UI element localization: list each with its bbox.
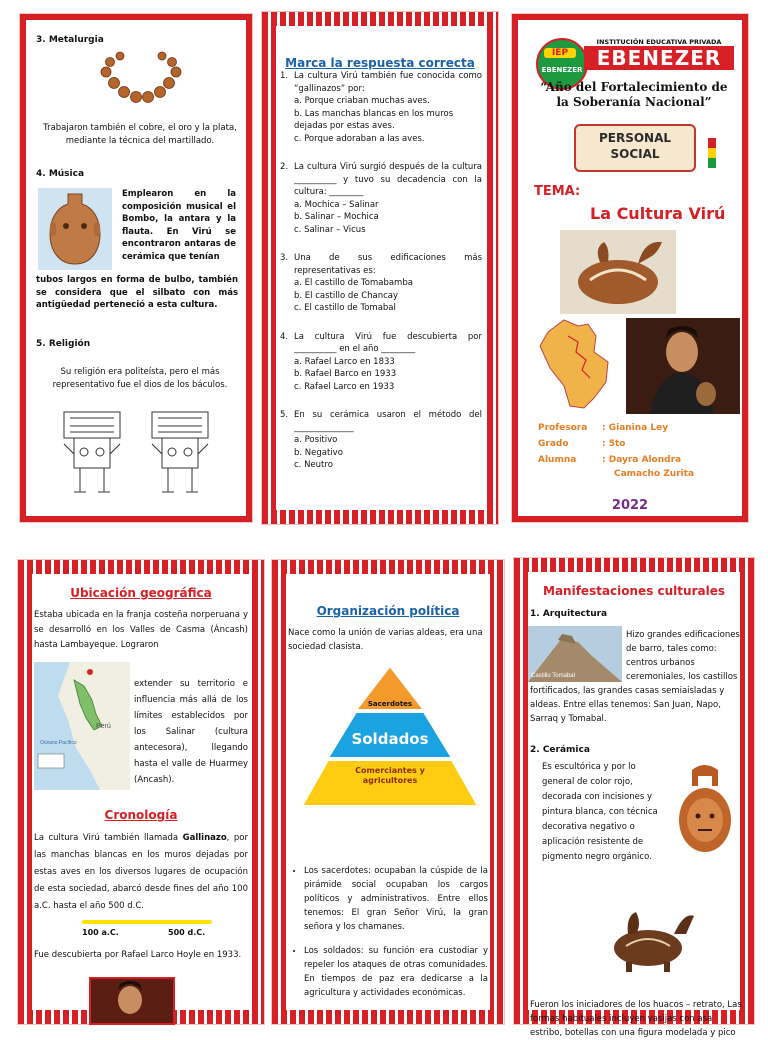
panel-manifestaciones [514,558,754,1038]
cronologia-title [32,804,250,823]
quiz-question-2 [280,161,482,236]
musica-heading: 4. Música [36,169,85,179]
answer-option[interactable]: c. El castillo de Tomabal [294,303,396,313]
quiz-question-1 [280,70,482,145]
musica-text-bottom: tubos largos en forma de bulbo, también se considera que el silbato con más antigüedad perteneció a esta cultura. [36,275,238,310]
grade-value: : 5to [602,439,626,449]
panel-cover [512,14,748,522]
quiz-questions [280,70,482,488]
ceramic-vessel-image [38,188,112,270]
pyramid-bottom-label: Comerciantes y agricultores [355,766,425,785]
panel-quiz [262,12,498,524]
question-body: En su cerámica usaron el método del ______________ [294,410,482,433]
ubicacion-text-top: Estaba ubicada en la franja costeña norperuana y se desarrolló en los Valles de Casma (Áncash) hasta Lambayeque. Lograron [34,610,248,650]
quiz-title-text: Marca la respuesta correcta [285,56,475,70]
ceramica-text: Es escultórica y por lo general de color rojo, decorada con incisiones y pintura blanca, con técnica decorativa negativo o aplicación resistente de pigmento negro orgánico. [542,762,658,862]
castle-image [528,626,622,682]
answer-option[interactable]: b. Rafael Barco en 1933 [294,369,397,379]
quiz-question-5 [280,409,482,472]
answer-option[interactable]: c. Rafael Larco en 1933 [294,381,395,392]
ubicacion-title [32,582,250,601]
flag-icon [708,138,716,168]
ceramica-heading: 2. Cerámica [530,745,590,755]
organizacion-bullets [288,864,488,1010]
question-number: 5. [280,410,289,420]
timeline-bar [82,920,212,924]
question-text [280,331,482,356]
tema-value: La Cultura Virú [590,204,726,223]
year-title: “Año del Fortalecimiento de la Soberanía Nacional” [540,80,728,109]
answer-option[interactable]: b. Negativo [294,447,343,458]
necklace-image [96,52,184,114]
metalurgia-heading: 3. Metalurgia [36,35,104,45]
musica-text-side: Emplearon en la composición musical el Bombo, la antara y la flauta. En Virú se encontraron antaras de cerámica que tenían [122,189,236,262]
pyramid-mid-label: Soldados [351,730,429,748]
school-name: EBENEZER [584,46,734,70]
question-number: 3. [280,253,289,263]
peru-map-image [534,316,620,412]
cronologia-title-text: Cronología [104,808,178,822]
question-number: 2. [280,162,289,172]
question-body: La cultura Virú también fue conocida como “gallinazos” por: [294,71,482,94]
cronologia-text-c: , por las manchas blancas en los muros dejadas por estas aves en los diversos lugares de ocupación de esta sociedad, abarcó desde fines del año 100 a.C. hasta el año 500 d.C. [34,833,248,911]
question-text [280,409,482,434]
portrait-image [626,318,740,414]
teacher-value: : Gianina Ley [602,423,669,433]
manifestaciones-title [528,580,740,599]
year-value: 2022 [611,498,649,513]
organizacion-intro: Nace como la unión de varias aldeas, era una sociedad clasista. [288,628,483,652]
answer-option[interactable]: c. Neutro [294,460,333,470]
ceramica-bottom-text: Fueron los iniciadores de los huacos – retrato, Las formas habituales incluyen vasijas con asa estribo, botellas con una figura modelada y pico [530,1000,742,1038]
question-text [280,161,482,199]
quiz-title [276,52,484,71]
animal-vessel-image [598,898,698,976]
manifestaciones-title-text: Manifestaciones culturales [543,584,725,598]
arquitectura-text-side: Hizo grandes edificaciones de barro, tales como: centros urbanos ceremoniales, los castillos [626,630,740,682]
logo-ring-text: EBENEZER [541,66,583,74]
grade-label: Grado [538,439,569,449]
bullet-soldados: • Los soldados: su función era custodiar y repeler los ataques de otras comunidades. En tiempos de paz era dedicarse a la agricultura y actividades económicas. [304,944,488,1000]
quiz-question-4 [280,331,482,394]
panel-organizacion [272,560,504,1024]
question-number: 4. [280,331,289,342]
organizacion-title [286,600,490,619]
answer-option[interactable]: b. El castillo de Chancay [294,290,399,301]
answer-option[interactable]: a. Porque criaban muchas aves. [294,96,430,106]
organizacion-title-text: Organización política [316,604,460,618]
arquitectura-heading: 1. Arquitectura [530,609,608,619]
answer-option[interactable]: a. El castillo de Tomabamba [294,278,413,288]
question-body: Una de sus edificaciones más representativas es: [294,253,482,276]
larco-portrait-image [90,978,174,1024]
student-label: Alumna [538,455,577,465]
student-value: : Dayra Alondra [602,455,682,465]
question-text [280,252,482,277]
ubicacion-text-side: extender su territorio e influencia más allá de los límites establecidos por los Salinar (cultura antecesora), llegando hasta el valle de Huarmey (Ancash). [134,679,248,785]
tema-label: TEMA: [534,184,581,199]
bullet-sacerdotes: • Los sacerdotes: ocupaban la cúspide de la pirámide social ocupaban los cargos políticos y administrativos. Entre ellos tenemos: El gran Señor Virú, la gran señora y los chamanes. [304,864,488,934]
ubicacion-title-text: Ubicación geográfica [70,586,212,600]
portrait-vessel-image [672,762,738,858]
cronologia-text-a: La cultura Virú también llamada [34,833,183,843]
social-pyramid [300,664,480,808]
logo-iep: IEP [544,48,576,58]
question-body: La cultura Virú fue descubierta por __________ en el año ________ [294,331,482,354]
map-label-ocean: Océano Pacífico [40,740,77,746]
deity-drawings [56,408,218,500]
quiz-question-3 [280,252,482,315]
teacher-label: Profesora [538,423,588,433]
answer-option[interactable]: a. Positivo [294,435,338,445]
school-small-label: INSTITUCIÓN EDUCATIVA PRIVADA [596,38,722,46]
pyramid-top-label: Sacerdotes [367,700,413,708]
location-map-image [34,662,130,790]
timeline-end: 500 d.C. [168,928,206,937]
metalurgia-text: Trabajaron también el cobre, el oro y la plata, mediante la técnica del martillado. [43,123,237,146]
answer-option[interactable]: a. Rafael Larco en 1833 [294,356,395,367]
cronologia-text-b: Gallinazo [182,833,227,843]
question-text [280,70,482,95]
question-body: La cultura Virú surgió después de la cultura __________ y tuvo su decadencia con la cultura: ________ [294,162,482,197]
religion-heading: 5. Religión [36,339,91,349]
answer-option[interactable]: a. Mochica – Salinar [294,199,379,210]
religion-text: Su religión era politeísta, pero el más representativo fue el dios de los báculos. [52,367,228,390]
map-label-peru: Perú [96,723,111,730]
answer-option[interactable]: b. Salinar – Mochica [294,212,379,222]
student-value-2: Camacho Zurita [614,469,695,479]
timeline-start: 100 a.C. [82,928,119,937]
answer-option[interactable]: c. Porque adoraban a las aves. [294,133,425,144]
cronologia-text [34,830,248,915]
bullet-list [288,864,488,1000]
panel-metalurgia [20,14,252,522]
course-banner [574,124,696,172]
bird-vessel-image [560,230,676,314]
course-name: PERSONAL SOCIAL [598,131,672,161]
castle-caption: Castillo Tomabal [531,673,575,679]
panel-ubicacion [18,560,264,1024]
arquitectura-text-bottom: fortificados, las grandes casas semiaisladas y aldeas. Entre ellas tenemos: San Juan, Napo, Sarraq y Tomabal. [530,686,725,724]
answer-option[interactable]: c. Salinar – Vicus [294,224,366,235]
question-number: 1. [280,71,289,81]
discovery-text: Fue descubierta por Rafael Larco Hoyle en 1933. [34,950,242,960]
answer-option[interactable]: b. Las manchas blancas en los muros dejadas por estas aves. [294,108,454,131]
